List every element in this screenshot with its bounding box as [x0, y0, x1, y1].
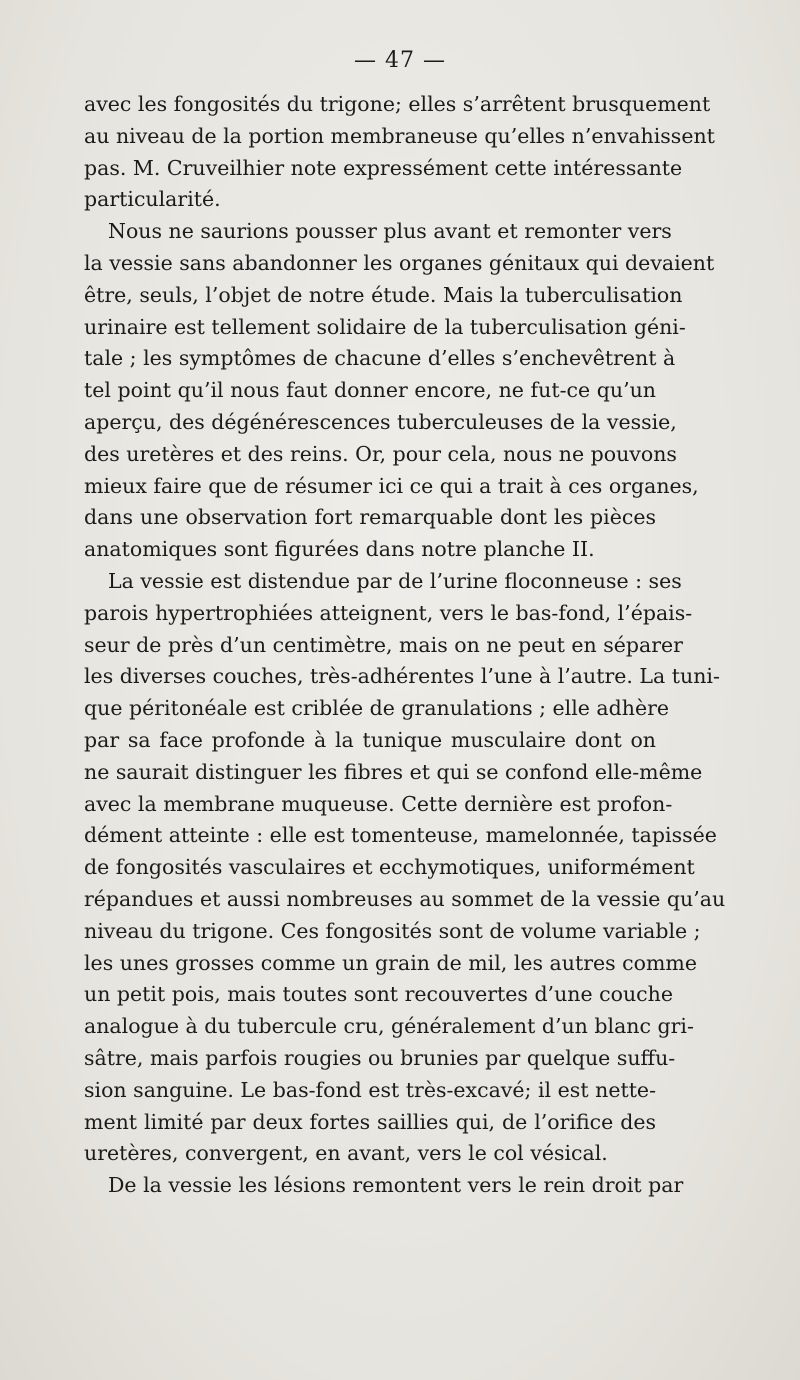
text-line: parois hypertrophiées atteignent, vers le bas-fond, l’épais- [84, 600, 693, 625]
text-line: par sa face profonde à la tunique musculaire dont on [84, 727, 656, 752]
text-line: dément atteinte : elle est tomenteuse, mamelonnée, tapissée [84, 823, 717, 848]
page-number: — 47 — [354, 48, 446, 73]
text-line: dans une observation fort remarquable dont les pièces [84, 505, 656, 530]
text-line: La vessie est distendue par de l’urine floconneuse : ses [108, 568, 682, 593]
text-line: mieux faire que de résumer ici ce qui a trait à ces organes, [84, 473, 699, 498]
text-line: un petit pois, mais toutes sont recouvertes d’une couche [84, 982, 673, 1007]
text-line: ment limité par deux fortes saillies qui, de l’orifice des [84, 1109, 656, 1134]
text-line: la vessie sans abandonner les organes génitaux qui devaient [84, 250, 715, 275]
text-line: des uretères et des reins. Or, pour cela, nous ne pouvons [84, 441, 677, 466]
text-line: niveau du trigone. Ces fongosités sont de volume variable ; [84, 918, 701, 943]
text-line: urinaire est tellement solidaire de la tuberculisation géni- [84, 314, 686, 339]
text-line: les unes grosses comme un grain de mil, les autres comme [84, 950, 698, 975]
text-line: aperçu, des dégénérescences tuberculeuses de la vessie, [84, 409, 677, 434]
text-line: les diverses couches, très-adhérentes l’une à l’autre. La tuni- [84, 664, 720, 689]
text-line: avec les fongosités du trigone; elles s’arrêtent brusquement [84, 92, 711, 116]
text-line: uretères, convergent, en avant, vers le col vésical. [84, 1141, 608, 1166]
text-line: particularité. [84, 187, 221, 212]
text-line: au niveau de la portion membraneuse qu’elles n’envahissent [84, 123, 715, 148]
text-line: avec la membrane muqueuse. Cette dernière est profon- [84, 791, 673, 816]
text-line: De la vessie les lésions remontent vers le rein droit par [108, 1173, 684, 1198]
text-line: sâtre, mais parfois rougies ou brunies par quelque suffu- [84, 1045, 676, 1070]
text-line: répandues et aussi nombreuses au sommet de la vessie qu’au [84, 886, 726, 911]
text-line: être, seuls, l’objet de notre étude. Mais la tuberculisation [84, 282, 683, 307]
text-line: seur de près d’un centimètre, mais on ne peut en séparer [84, 632, 683, 657]
text-line: Nous ne saurions pousser plus avant et remonter vers [108, 219, 672, 244]
text-line: de fongosités vasculaires et ecchymotiques, uniformément [84, 855, 695, 880]
text-line: ne saurait distinguer les fibres et qui se confond elle-même [84, 759, 703, 784]
text-line: tale ; les symptômes de chacune d’elles s’enchevêtrent à [84, 346, 676, 371]
body-text [84, 89, 726, 1202]
text-line: que péritonéale est criblée de granulations ; elle adhère [84, 696, 670, 721]
text-line: analogue à du tubercule cru, généralement d’un blanc gri- [84, 1014, 694, 1039]
text-line: sion sanguine. Le bas-fond est très-excavé; il est nette- [84, 1077, 656, 1102]
text-line: pas. M. Cruveilhier note expressément cette intéressante [84, 155, 683, 180]
text-line: tel point qu’il nous faut donner encore, ne fut-ce qu’un [84, 378, 656, 403]
text-line: anatomiques sont figurées dans notre planche II. [84, 537, 595, 562]
